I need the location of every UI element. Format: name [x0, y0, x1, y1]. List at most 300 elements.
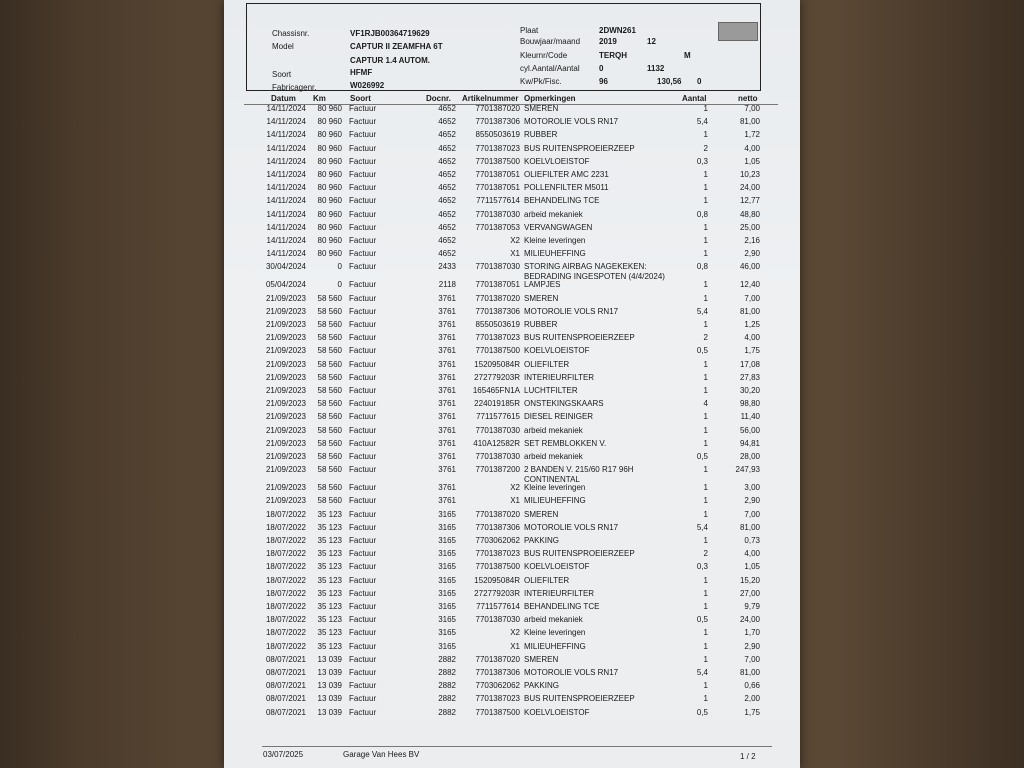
- row-date: 21/09/2023: [265, 412, 306, 422]
- vehicle-label: cyl.Aantal/Aantal: [520, 64, 580, 73]
- col-docnr: Docnr.: [426, 94, 451, 103]
- row-date: 18/07/2022: [265, 562, 306, 572]
- row-date: 14/11/2024: [266, 196, 306, 206]
- vehicle-value: M: [684, 51, 691, 60]
- row-date: 21/09/2023: [265, 399, 306, 409]
- row-km: 0: [337, 280, 342, 290]
- row-artikel: 7701387023: [475, 694, 520, 704]
- row-date: 18/07/2022: [265, 575, 306, 585]
- row-docnr: 2882: [438, 694, 456, 704]
- row-artikel: X2: [510, 483, 520, 493]
- row-aantal: 1: [703, 536, 708, 545]
- row-docnr: 3761: [438, 386, 456, 395]
- row-aantal: 4: [703, 399, 708, 409]
- row-date: 14/11/2024: [266, 183, 306, 193]
- row-km: 35 123: [317, 562, 342, 572]
- row-aantal: 1: [703, 372, 708, 382]
- row-soort: Factuur: [349, 143, 377, 153]
- row-date: 21/09/2023: [265, 438, 306, 448]
- row-aantal: 1: [703, 496, 708, 506]
- row-aantal: 1: [703, 280, 708, 290]
- row-aantal: 1: [703, 483, 708, 493]
- row-aantal: 1: [703, 628, 708, 638]
- row-km: 58 560: [317, 359, 342, 369]
- row-soort: Factuur: [349, 117, 377, 127]
- row-aantal: 0,3: [696, 562, 708, 572]
- row-aantal: 5,4: [696, 117, 708, 127]
- row-aantal: 1: [703, 588, 708, 598]
- row-netto: 48,80: [739, 209, 760, 219]
- row-km: 58 560: [317, 465, 342, 475]
- row-netto: 27,83: [739, 372, 760, 382]
- row-netto: 3,00: [744, 483, 760, 493]
- row-docnr: 4652: [438, 209, 456, 219]
- row-netto: 7,00: [744, 104, 760, 113]
- row-km: 13 039: [317, 694, 342, 704]
- row-km: 58 560: [317, 320, 342, 329]
- row-soort: Factuur: [349, 628, 377, 638]
- row-docnr: 3761: [438, 483, 456, 493]
- row-opmerking: DIESEL REINIGER: [524, 412, 594, 422]
- row-date: 08/07/2021: [265, 694, 306, 704]
- row-km: 58 560: [317, 438, 342, 448]
- row-netto: 1,75: [744, 346, 760, 356]
- row-soort: Factuur: [349, 280, 377, 290]
- row-date: 14/11/2024: [266, 170, 306, 179]
- row-km: 35 123: [317, 549, 342, 559]
- row-soort: Factuur: [349, 509, 377, 519]
- row-opmerking: OLIEFILTER AMC 2231: [524, 170, 609, 179]
- row-aantal: 1: [703, 575, 708, 585]
- row-artikel: 7701387500: [475, 346, 520, 356]
- row-opmerking: BUS RUITENSPROEIERZEEP: [524, 694, 635, 704]
- row-docnr: 3165: [438, 588, 456, 598]
- row-opmerking: KOELVLOEISTOF: [524, 156, 590, 166]
- row-aantal: 0,5: [696, 346, 708, 356]
- row-aantal: 1: [703, 641, 708, 651]
- row-aantal: 1: [703, 236, 708, 245]
- row-km: 35 123: [317, 536, 342, 545]
- row-date: 18/07/2022: [265, 549, 306, 559]
- row-netto: 98,80: [739, 399, 760, 409]
- row-artikel: 272779203R: [474, 372, 520, 382]
- vehicle-label: Kleurnr/Code: [520, 51, 568, 60]
- row-km: 80 960: [317, 209, 342, 219]
- row-km: 58 560: [317, 293, 342, 303]
- row-docnr: 4652: [438, 117, 456, 127]
- row-docnr: 3761: [438, 425, 456, 435]
- col-netto: netto: [738, 94, 758, 103]
- row-artikel: 152095084R: [474, 575, 520, 585]
- row-docnr: 3761: [438, 438, 456, 448]
- row-docnr: 3165: [438, 549, 456, 559]
- row-aantal: 1: [703, 249, 708, 259]
- row-opmerking: arbeid mekaniek: [524, 209, 583, 219]
- row-km: 80 960: [317, 170, 342, 179]
- row-aantal: 1: [703, 170, 708, 179]
- row-soort: Factuur: [349, 641, 377, 651]
- row-artikel: 7701387051: [475, 183, 520, 193]
- row-netto: 2,90: [744, 641, 760, 651]
- row-docnr: 2882: [438, 707, 456, 717]
- row-date: 18/07/2022: [265, 615, 306, 625]
- row-artikel: 7701387306: [475, 306, 520, 316]
- row-netto: 12,40: [739, 280, 760, 290]
- row-date: 18/07/2022: [265, 641, 306, 651]
- row-km: 58 560: [317, 333, 342, 343]
- row-netto: 2,90: [744, 496, 760, 506]
- row-netto: 10,23: [739, 170, 760, 179]
- row-artikel: 7701387023: [475, 333, 520, 343]
- row-artikel: 8550503619: [475, 320, 520, 329]
- row-soort: Factuur: [349, 236, 377, 245]
- row-artikel: 7701387020: [475, 104, 520, 113]
- row-soort: Factuur: [349, 654, 377, 664]
- row-km: 80 960: [317, 236, 342, 245]
- row-opmerking: SMEREN: [524, 509, 559, 519]
- row-date: 21/09/2023: [265, 465, 306, 475]
- row-date: 14/11/2024: [266, 143, 306, 153]
- row-date: 21/09/2023: [265, 333, 306, 343]
- vehicle-value: VF1RJB00364719629: [350, 29, 430, 38]
- row-artikel: 7701387030: [475, 615, 520, 625]
- row-km: 58 560: [317, 399, 342, 409]
- row-docnr: 4652: [438, 196, 456, 206]
- vehicle-label: Plaat: [520, 26, 539, 35]
- col-km: Km: [313, 94, 326, 103]
- row-netto: 15,20: [739, 575, 760, 585]
- row-docnr: 4652: [438, 183, 456, 193]
- row-opmerking: KOELVLOEISTOF: [524, 562, 590, 572]
- row-opmerking: PAKKING: [524, 681, 559, 691]
- row-netto: 94,81: [739, 438, 760, 448]
- row-netto: 7,00: [744, 293, 760, 303]
- row-docnr: 3165: [438, 641, 456, 651]
- row-km: 58 560: [317, 425, 342, 435]
- row-docnr: 2118: [438, 280, 456, 290]
- row-docnr: 3761: [438, 293, 456, 303]
- row-artikel: X1: [510, 249, 520, 259]
- row-date: 18/07/2022: [265, 536, 306, 545]
- row-km: 35 123: [317, 509, 342, 519]
- col-aantal: Aantal: [682, 94, 707, 103]
- row-netto: 4,00: [744, 143, 760, 153]
- page-number: 1 / 2: [740, 752, 756, 761]
- row-opmerking: ONSTEKINGSKAARS: [524, 399, 604, 409]
- row-soort: Factuur: [349, 209, 377, 219]
- row-date: 18/07/2022: [265, 628, 306, 638]
- row-date: 14/11/2024: [266, 209, 306, 219]
- row-opmerking: MILIEUHEFFING: [524, 496, 586, 506]
- row-artikel: 7701387020: [475, 293, 520, 303]
- row-docnr: 3761: [438, 320, 456, 329]
- row-date: 21/09/2023: [265, 483, 306, 493]
- row-docnr: 3165: [438, 628, 456, 638]
- row-aantal: 1: [703, 694, 708, 704]
- row-docnr: 4652: [438, 222, 456, 232]
- vehicle-label: Model: [272, 42, 294, 51]
- row-artikel: 7701387500: [475, 562, 520, 572]
- row-artikel: 7701387500: [475, 156, 520, 166]
- row-date: 14/11/2024: [266, 249, 306, 259]
- row-netto: 11,40: [740, 412, 760, 422]
- row-opmerking: RUBBER: [524, 130, 558, 140]
- row-opmerking: Kleine leveringen: [524, 236, 586, 245]
- row-netto: 12,77: [739, 196, 760, 206]
- row-soort: Factuur: [349, 156, 377, 166]
- row-km: 58 560: [317, 386, 342, 395]
- row-date: 21/09/2023: [265, 425, 306, 435]
- grey-stamp: [718, 22, 758, 41]
- col-soort: Soort: [350, 94, 371, 103]
- row-docnr: 3761: [438, 465, 456, 475]
- row-km: 35 123: [317, 588, 342, 598]
- row-netto: 27,00: [739, 588, 760, 598]
- row-km: 35 123: [317, 575, 342, 585]
- row-soort: Factuur: [349, 562, 377, 572]
- row-docnr: 2882: [438, 681, 456, 691]
- row-soort: Factuur: [349, 681, 377, 691]
- row-aantal: 1: [703, 183, 708, 193]
- vehicle-value: 130,56: [657, 77, 682, 86]
- row-km: 80 960: [317, 196, 342, 206]
- row-km: 58 560: [317, 452, 342, 461]
- row-artikel: 7701387030: [475, 209, 520, 219]
- row-docnr: 4652: [438, 104, 456, 113]
- row-aantal: 0,3: [696, 156, 708, 166]
- row-netto: 1,05: [744, 156, 760, 166]
- row-artikel: 7701387030: [475, 452, 520, 461]
- row-netto: 46,00: [739, 262, 760, 272]
- row-opmerking: OLIEFILTER: [524, 359, 570, 369]
- row-date: 21/09/2023: [265, 372, 306, 382]
- row-docnr: 2882: [438, 668, 456, 677]
- row-date: 14/11/2024: [266, 236, 306, 245]
- row-artikel: 7703062062: [475, 681, 520, 691]
- vehicle-label: Kw/Pk/Fisc.: [520, 77, 562, 86]
- row-docnr: 3165: [438, 615, 456, 625]
- row-opmerking: SMEREN: [524, 654, 559, 664]
- row-km: 35 123: [317, 522, 342, 532]
- col-artikelnummer: Artikelnummer: [462, 94, 519, 103]
- row-soort: Factuur: [349, 346, 377, 356]
- row-opmerking: KOELVLOEISTOF: [524, 707, 590, 717]
- row-date: 08/07/2021: [265, 707, 306, 717]
- row-artikel: 7701387053: [475, 222, 520, 232]
- row-artikel: 7703062062: [475, 536, 520, 545]
- row-artikel: X1: [510, 641, 520, 651]
- row-km: 35 123: [317, 641, 342, 651]
- row-docnr: 4652: [438, 130, 456, 140]
- row-date: 14/11/2024: [266, 117, 306, 127]
- row-netto: 30,20: [739, 386, 760, 395]
- row-netto: 7,00: [744, 509, 760, 519]
- row-opmerking: RUBBER: [524, 320, 558, 329]
- row-aantal: 1: [703, 425, 708, 435]
- row-date: 14/11/2024: [266, 104, 306, 113]
- row-opmerking: BUS RUITENSPROEIERZEEP: [524, 143, 635, 153]
- row-aantal: 5,4: [696, 522, 708, 532]
- row-netto: 2,00: [744, 694, 760, 704]
- row-opmerking: arbeid mekaniek: [524, 615, 583, 625]
- row-aantal: 1: [703, 681, 708, 691]
- row-netto: 17,08: [739, 359, 760, 369]
- row-opmerking: MOTOROLIE VOLS RN17: [524, 117, 619, 127]
- row-docnr: 3165: [438, 509, 456, 519]
- row-soort: Factuur: [349, 183, 377, 193]
- row-netto: 0,73: [744, 536, 760, 545]
- row-date: 08/07/2021: [265, 668, 306, 677]
- row-artikel: X2: [510, 628, 520, 638]
- row-aantal: 1: [703, 386, 708, 395]
- row-opmerking: MOTOROLIE VOLS RN17: [524, 306, 619, 316]
- row-aantal: 5,4: [696, 668, 708, 677]
- row-aantal: 1: [703, 602, 708, 611]
- row-soort: Factuur: [349, 386, 377, 395]
- row-artikel: 224019185R: [474, 399, 520, 409]
- row-opmerking: Kleine leveringen: [524, 483, 586, 493]
- row-artikel: 8550503619: [475, 130, 520, 140]
- row-km: 80 960: [317, 130, 342, 140]
- row-soort: Factuur: [349, 694, 377, 704]
- vehicle-label: Bouwjaar/maand: [520, 37, 581, 46]
- row-km: 35 123: [317, 615, 342, 625]
- row-netto: 7,00: [744, 654, 760, 664]
- row-netto: 56,00: [739, 425, 760, 435]
- row-aantal: 1: [703, 465, 708, 475]
- row-aantal: 1: [703, 359, 708, 369]
- row-aantal: 1: [703, 104, 708, 113]
- row-opmerking: BEHANDELING TCE: [524, 602, 600, 611]
- row-soort: Factuur: [349, 222, 377, 232]
- row-date: 21/09/2023: [265, 346, 306, 356]
- row-opmerking: BUS RUITENSPROEIERZEEP: [524, 333, 635, 343]
- row-aantal: 0,5: [696, 615, 708, 625]
- row-km: 58 560: [317, 306, 342, 316]
- row-km: 80 960: [317, 156, 342, 166]
- row-artikel: 7701387030: [475, 425, 520, 435]
- row-soort: Factuur: [349, 707, 377, 717]
- row-opmerking: arbeid mekaniek: [524, 425, 583, 435]
- row-soort: Factuur: [349, 170, 377, 179]
- row-km: 80 960: [317, 222, 342, 232]
- row-aantal: 2: [703, 549, 708, 559]
- row-soort: Factuur: [349, 602, 377, 611]
- row-soort: Factuur: [349, 522, 377, 532]
- row-artikel: 7701387500: [475, 707, 520, 717]
- row-docnr: 3761: [438, 496, 456, 506]
- row-km: 35 123: [317, 628, 342, 638]
- row-km: 80 960: [317, 117, 342, 127]
- row-date: 08/07/2021: [265, 681, 306, 691]
- row-aantal: 0,5: [696, 707, 708, 717]
- row-artikel: X2: [510, 236, 520, 245]
- row-soort: Factuur: [349, 320, 377, 329]
- row-docnr: 4652: [438, 156, 456, 166]
- row-date: 21/09/2023: [265, 320, 306, 329]
- row-km: 35 123: [317, 602, 342, 611]
- row-date: 18/07/2022: [265, 522, 306, 532]
- row-docnr: 3165: [438, 602, 456, 611]
- row-docnr: 3761: [438, 346, 456, 356]
- row-date: 21/09/2023: [265, 496, 306, 506]
- row-opmerking: MOTOROLIE VOLS RN17: [524, 668, 619, 677]
- vehicle-value: 0: [599, 64, 604, 73]
- row-opmerking: OLIEFILTER: [524, 575, 570, 585]
- row-aantal: 1: [703, 412, 708, 422]
- row-km: 80 960: [317, 183, 342, 193]
- vehicle-value: CAPTUR 1.4 AUTOM.: [350, 56, 431, 65]
- row-docnr: 3761: [438, 333, 456, 343]
- row-docnr: 3165: [438, 575, 456, 585]
- row-aantal: 1: [703, 438, 708, 448]
- row-soort: Factuur: [349, 306, 377, 316]
- row-artikel: 7701387030: [475, 262, 520, 272]
- row-docnr: 3165: [438, 536, 456, 545]
- row-soort: Factuur: [349, 438, 377, 448]
- row-artikel: 7701387020: [475, 654, 520, 664]
- row-opmerking: LAMPJES: [524, 280, 561, 290]
- row-soort: Factuur: [349, 483, 377, 493]
- row-docnr: 3165: [438, 562, 456, 572]
- vehicle-info-box: [246, 3, 761, 91]
- row-date: 21/09/2023: [265, 293, 306, 303]
- row-date: 21/09/2023: [265, 306, 306, 316]
- row-km: 58 560: [317, 483, 342, 493]
- vehicle-value: HFMF: [350, 68, 373, 77]
- row-soort: Factuur: [349, 549, 377, 559]
- row-netto: 1,72: [744, 130, 760, 140]
- row-date: 21/09/2023: [265, 386, 306, 395]
- row-soort: Factuur: [349, 615, 377, 625]
- row-opmerking: POLLENFILTER M5011: [524, 183, 609, 193]
- row-soort: Factuur: [349, 130, 377, 140]
- row-docnr: 3761: [438, 452, 456, 461]
- row-artikel: 7701387051: [475, 170, 520, 179]
- row-artikel: 7701387020: [475, 509, 520, 519]
- col-datum: Datum: [271, 94, 296, 103]
- row-date: 14/11/2024: [266, 130, 306, 140]
- row-date: 18/07/2022: [265, 588, 306, 598]
- row-soort: Factuur: [349, 262, 377, 272]
- row-km: 80 960: [317, 104, 342, 113]
- row-soort: Factuur: [349, 496, 377, 506]
- row-opmerking: STORING AIRBAG NAGEKEKEN: BEDRADING INGESPOTEN (4/4/2024): [524, 262, 665, 282]
- row-opmerking: INTERIEURFILTER: [524, 372, 595, 382]
- row-artikel: 165465FN1A: [472, 386, 520, 395]
- row-opmerking: BEHANDELING TCE: [524, 196, 600, 206]
- row-aantal: 5,4: [696, 306, 708, 316]
- row-soort: Factuur: [349, 465, 377, 475]
- col-opmerkingen: Opmerkingen: [524, 94, 576, 103]
- row-km: 13 039: [317, 707, 342, 717]
- row-aantal: 1: [703, 130, 708, 140]
- row-opmerking: arbeid mekaniek: [524, 452, 583, 461]
- row-soort: Factuur: [349, 293, 377, 303]
- vehicle-value: CAPTUR II ZEAMFHA 6T: [350, 42, 443, 51]
- document-page: [224, 0, 800, 768]
- vehicle-value: 1132: [647, 64, 665, 73]
- row-km: 58 560: [317, 412, 342, 422]
- row-artikel: 7701387200: [475, 465, 520, 475]
- row-netto: 4,00: [744, 549, 760, 559]
- row-opmerking: VERVANGWAGEN: [524, 222, 593, 232]
- row-opmerking: KOELVLOEISTOF: [524, 346, 590, 356]
- row-date: 30/04/2024: [265, 262, 306, 272]
- row-netto: 0,66: [744, 681, 760, 691]
- row-artikel: 7701387023: [475, 549, 520, 559]
- row-opmerking: INTERIEURFILTER: [524, 588, 595, 598]
